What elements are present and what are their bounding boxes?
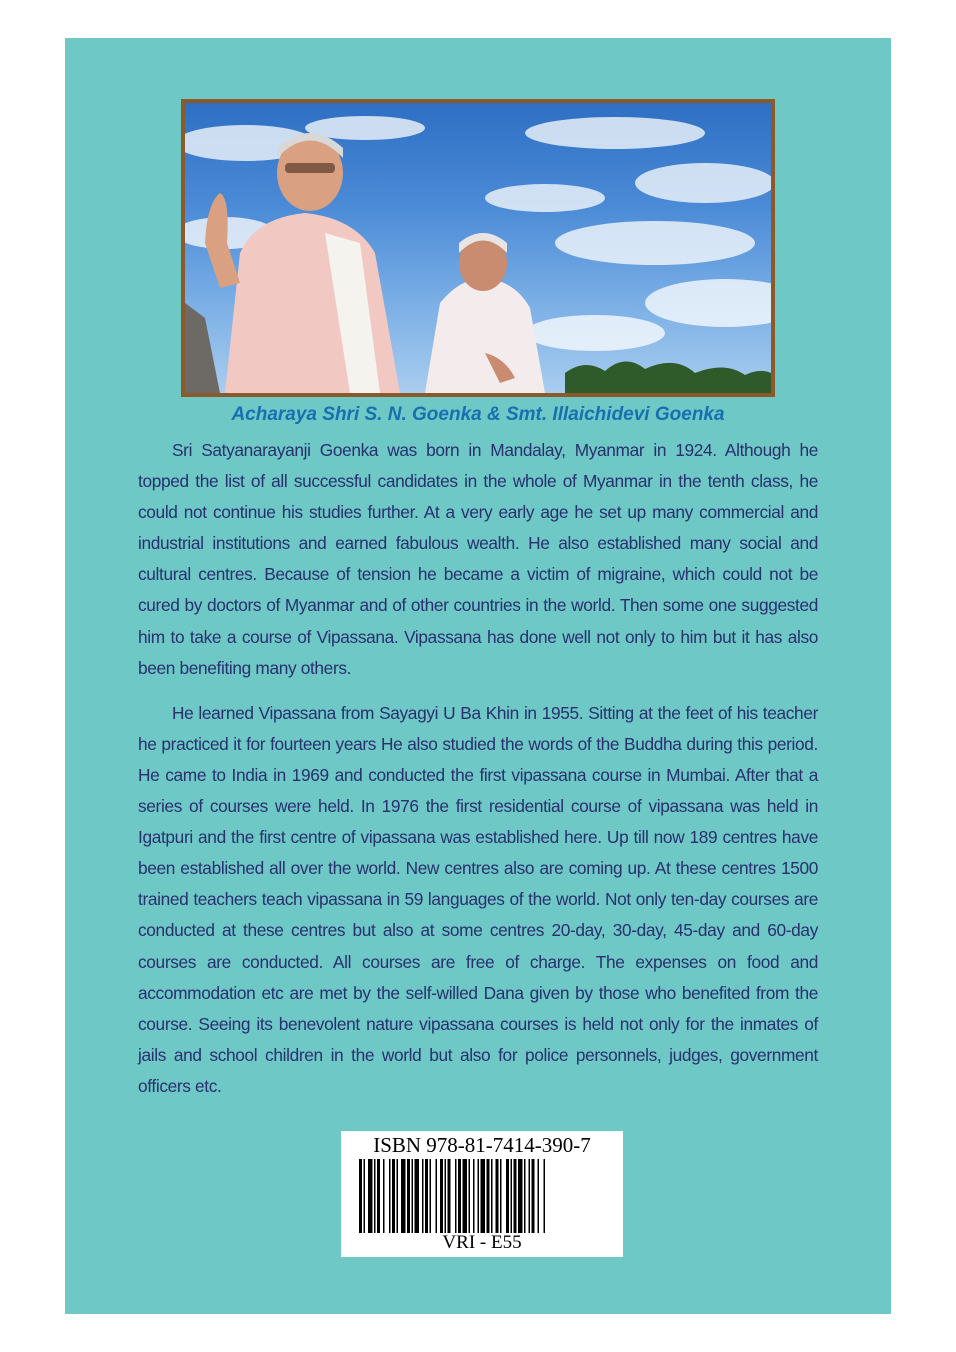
barcode-bar bbox=[518, 1159, 523, 1233]
barcode-bar bbox=[514, 1159, 517, 1233]
barcode-bar bbox=[359, 1159, 362, 1233]
barcode-bar bbox=[364, 1159, 366, 1233]
barcode-bar bbox=[425, 1159, 428, 1233]
barcode-bar bbox=[374, 1159, 376, 1233]
man-figure bbox=[205, 133, 400, 393]
paragraph-1: Sri Satyanarayanji Goenka was born in Mandalay, Myanmar in 1924. Although he topped the list of all successful candidates in the whole of Myanmar in the tenth class, he could not continue his studies further. At a very early age he set up many commercial and industrial institutions and earned fabulous wealth. He also established many social and cultural centres. Because of tension he became a victim of migraine, which could not be cured by doctors of Myanmar and of other countries in the world. Then some one suggested him to take a course of Vipassana. Vipassana has done well not only to him but it has also been benefiting many others. bbox=[138, 440, 818, 678]
barcode-bar bbox=[436, 1159, 438, 1233]
barcode-bar bbox=[506, 1159, 509, 1233]
barcode-bar bbox=[422, 1159, 424, 1233]
isbn-number: ISBN 978-81-7414-390-7 bbox=[373, 1133, 591, 1157]
photo-illustration bbox=[185, 103, 771, 393]
cover-photo bbox=[185, 103, 771, 393]
barcode-bar bbox=[524, 1159, 526, 1233]
barcode-bar bbox=[529, 1159, 531, 1233]
barcode-bar bbox=[392, 1159, 395, 1233]
barcode-bar bbox=[440, 1159, 443, 1233]
barcode-bar bbox=[368, 1159, 373, 1233]
barcode-bar bbox=[430, 1159, 432, 1233]
barcode-bar bbox=[448, 1159, 451, 1233]
biography-text bbox=[138, 435, 818, 1102]
barcode-bar bbox=[415, 1159, 420, 1233]
barcode-bar bbox=[407, 1159, 410, 1233]
barcode-bar bbox=[544, 1159, 546, 1233]
barcode-bar bbox=[377, 1159, 380, 1233]
barcode-bar bbox=[397, 1159, 399, 1233]
photo-caption: Acharaya Shri S. N. Goenka & Smt. Illaichidevi Goenka bbox=[231, 404, 725, 425]
barcode-bar bbox=[532, 1159, 535, 1233]
paragraph-2: He learned Vipassana from Sayagyi U Ba Khin in 1955. Sitting at the feet of his teacher he practiced it for fourteen years He also studied the words of the Buddha during this period. He came to India in 1969 and conducted the first vipassana course in Mumbai. After that a series of courses were held. In 1976 the first residential course of vipassana was held in Igatpuri and the first centre of vipassana was established here. Up till now 189 centres have been established all over the world. New centres also are coming up. At these centres 1500 trained teachers teach vipassana in 59 languages of the world. Not only ten-day courses are conducted at these centres but also at some centres 20-day, 30-day, 45-day and 60-day courses are conducted. All courses are free of charge. The expenses on food and accommodation etc are met by the self-willed Dana given by those who benefited from the course. Seeing its benevolent nature vipassana courses is held not only for the inmates of jails and school children in the world but also for police personnels, judges, government officers etc. bbox=[138, 702, 818, 1096]
barcode-box bbox=[341, 1131, 623, 1257]
barcode-bar bbox=[478, 1159, 480, 1233]
barcode-bar bbox=[491, 1159, 493, 1233]
barcode-bar bbox=[469, 1159, 471, 1233]
barcode-bar bbox=[487, 1159, 490, 1233]
barcode-bar bbox=[412, 1159, 414, 1233]
back-cover bbox=[65, 38, 891, 1314]
barcode-bar bbox=[458, 1159, 461, 1233]
barcode-bar bbox=[496, 1159, 499, 1233]
barcode-bar bbox=[455, 1159, 457, 1233]
barcode-bars bbox=[359, 1159, 605, 1233]
barcode-bar bbox=[538, 1159, 540, 1233]
barcode-bar bbox=[463, 1159, 468, 1233]
barcode-bar bbox=[389, 1159, 391, 1233]
barcode-bar bbox=[481, 1159, 486, 1233]
barcode-bar bbox=[383, 1159, 385, 1233]
product-code: VRI - E55 bbox=[442, 1232, 522, 1253]
barcode-bar bbox=[445, 1159, 447, 1233]
barcode-bar bbox=[500, 1159, 502, 1233]
barcode-bar bbox=[511, 1159, 513, 1233]
photo-frame bbox=[181, 99, 775, 397]
barcode-bar bbox=[473, 1159, 475, 1233]
barcode-bar bbox=[401, 1159, 406, 1233]
woman-figure bbox=[425, 233, 545, 393]
